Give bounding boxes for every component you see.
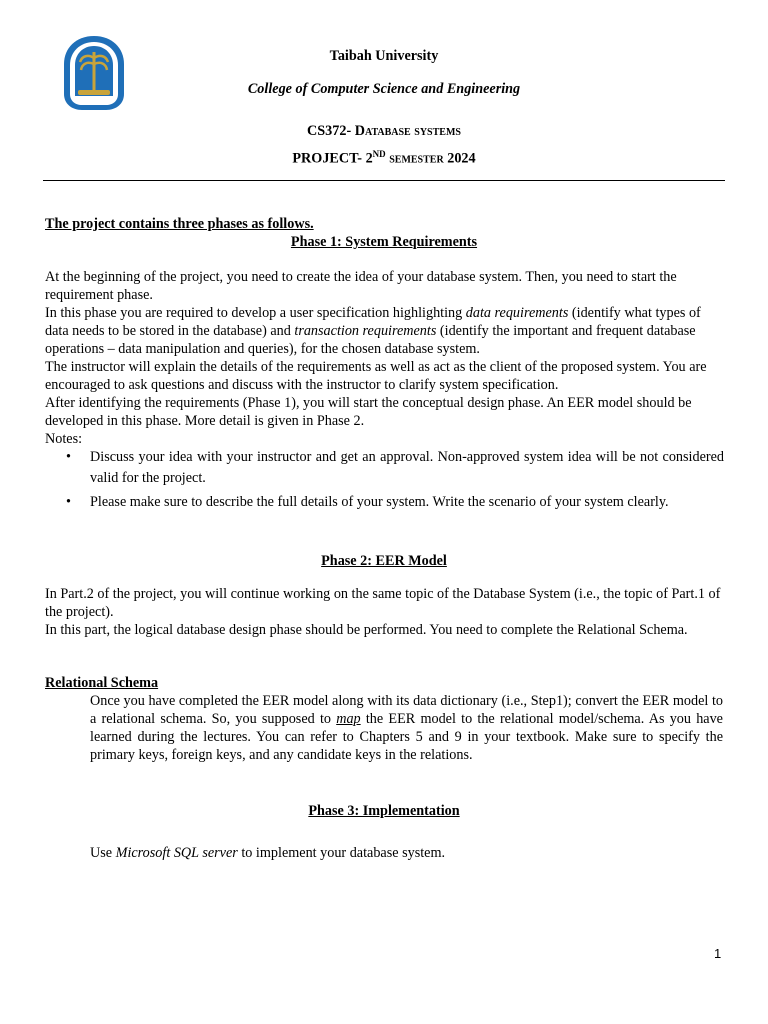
phase3-paragraph: Use Microsoft SQL server to implement your database system. bbox=[90, 845, 446, 861]
relational-schema-heading: Relational Schema bbox=[45, 675, 159, 691]
phase3-title: Phase 3: Implementation bbox=[308, 803, 460, 819]
intro-heading: The project contains three phases as follows. bbox=[45, 216, 314, 232]
phase1-title: Phase 1: System Requirements bbox=[290, 234, 478, 250]
project-title: PROJECT- 2ND semester 2024 bbox=[292, 149, 476, 167]
university-name: Taibah University bbox=[329, 48, 439, 64]
notes-label: Notes: bbox=[45, 431, 83, 447]
phase1-paragraph-4: After identifying the requirements (Phase 1), you will start the conceptual design phase. An EER model should be developed in this phase. More detail is given in Phase 2. bbox=[45, 395, 692, 429]
phase2-paragraph-1: In Part.2 of the project, you will continue working on the same topic of the Database System (i.e., the topic of Part.1 of the project). bbox=[45, 586, 721, 620]
phase1-paragraph-1: At the beginning of the project, you need to create the idea of your database system. Then, you need to start the requirement phase. bbox=[45, 269, 677, 303]
phase1-paragraph-2: In this phase you are required to develop a user specification highlighting data requirements (identify what types of data needs to be stored in the database) and transaction requirements (identify the important and frequent database operations – data manipulation and queries), for the chosen database system. bbox=[45, 305, 701, 357]
phase1-body bbox=[45, 268, 725, 448]
phase2-paragraph-2: In this part, the logical database design phase should be performed. You need to complete the Relational Schema. bbox=[45, 622, 688, 638]
list-item: • Discuss your idea with your instructor and get an approval. Non-approved system idea will be not considered valid for the project. bbox=[62, 447, 724, 489]
course-title: CS372- Database systems bbox=[307, 123, 461, 139]
phase2-title: Phase 2: EER Model bbox=[321, 553, 447, 569]
phase2-body bbox=[45, 585, 725, 639]
header-divider bbox=[43, 180, 725, 181]
page-number: 1 bbox=[714, 946, 722, 961]
college-name: College of Computer Science and Engineering bbox=[247, 81, 521, 97]
notes-list bbox=[62, 447, 724, 513]
taibah-university-logo bbox=[58, 34, 130, 112]
relational-schema-paragraph: Once you have completed the EER model along with its data dictionary (i.e., Step1); convert the EER model to a relational schema. So, you supposed to map the EER model to the relational model/schema. As you have learned during the lectures. You can refer to Chapters 5 and 9 in your textbook. Make sure to specify the primary keys, foreign keys, and any candidate keys in the relations. bbox=[90, 693, 723, 763]
list-item: • Please make sure to describe the full details of your system. Write the scenario of your system clearly. bbox=[62, 492, 724, 513]
phase1-paragraph-3: The instructor will explain the details of the requirements as well as act as the client of the proposed system. You are encouraged to ask questions and discuss with the instructor to clarify system specification. bbox=[45, 359, 707, 393]
